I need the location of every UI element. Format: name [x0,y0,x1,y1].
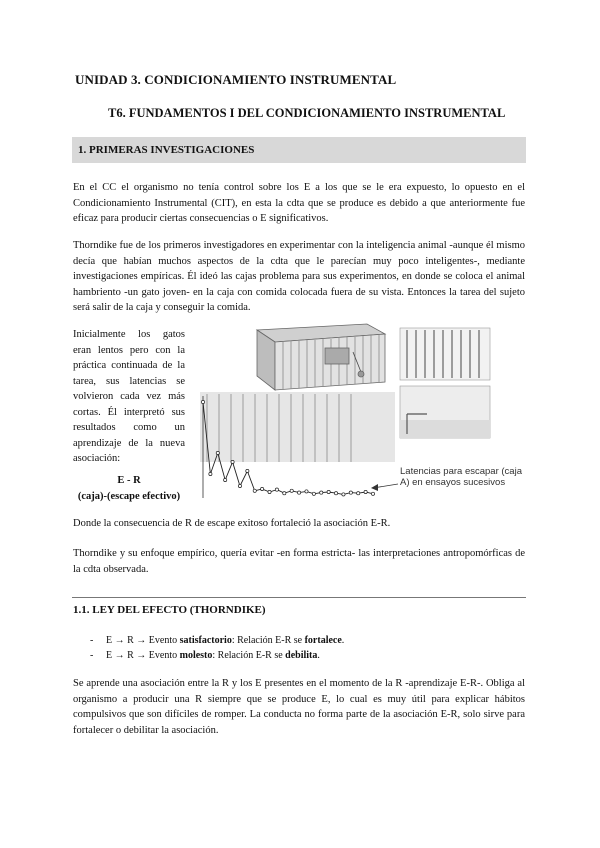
latency-point [283,492,286,495]
latency-point [371,492,374,495]
bullet-text: E → R → Evento [106,650,180,661]
bullet-dash: - [90,635,94,646]
topic-heading: T6. FUNDAMENTOS I DEL CONDICIONAMIENTO INSTRUMENTAL [108,106,506,120]
er-formula: E - R [117,475,141,486]
paragraph-4: Thorndike y su enfoque empírico, quería evitar -en forma estricta- las interpretaciones antropomórficas de la cdta observada. [73,548,525,575]
bullet-annoying [90,649,320,663]
latency-point [246,469,249,472]
bullet-result: debilita [285,650,318,661]
latency-point [342,493,345,496]
section-divider [72,597,526,598]
latency-point [305,490,308,493]
bullet-end: . [317,650,320,661]
bullet-dash: - [90,650,94,661]
latency-point [349,491,352,494]
latency-point [224,478,227,481]
latency-point [216,451,219,454]
bullet-result: fortalece [304,635,342,646]
latency-point [201,400,204,403]
latency-point [268,490,271,493]
unit-heading: UNIDAD 3. CONDICIONAMIENTO INSTRUMENTAL [75,72,397,87]
latency-point [364,490,367,493]
bullet-text: : Relación E-R se [212,650,286,661]
puzzle-box-illustration [257,324,385,390]
latency-point [231,460,234,463]
section-title: 1. PRIMERAS INVESTIGACIONES [78,144,255,156]
paragraph-3: Donde la consecuencia de R de escape exitoso fortaleció la asociación E-R. [73,518,391,529]
latency-point [297,491,300,494]
latency-point [290,489,293,492]
figure-caption: Latencias para escapar (caja A) en ensayos sucesivos [400,466,522,488]
section-title-bar [72,137,526,163]
paragraph-5: Se aprende una asociación entre la R y los E presentes en el momento de la R -aprendizaje E-R-. Obliga al organismo a producir una R siempre que se produce E, lo cual es muy útil para explicar hábitos compulsivos que son difíciles de romper. La conducta no forma parte de la asociación E-R, solo sirve para fortalecer o debilitar la asociación. [73,678,525,736]
latency-point [357,492,360,495]
latency-point [320,491,323,494]
latency-point [238,484,241,487]
bullet-text: : Relación E-R se [231,635,305,646]
latency-point [334,492,337,495]
bullet-satisfactory [90,634,344,648]
latency-point [312,492,315,495]
bullet-keyword: molesto [179,650,213,661]
bars-photo [400,328,490,380]
paragraph-left: Inicialmente los gatos eran lentos pero con la práctica continuada de la tarea, sus latencias se volvieron cada vez más cortas. Él interpretó sus resultados como un aprendizaje de la nueva asociación: [73,329,185,464]
association-formula [73,473,185,505]
latency-point [261,487,264,490]
bullet-keyword: satisfactorio [179,635,232,646]
latency-point [253,489,256,492]
paragraph-1: En el CC el organismo no tenía control sobre los E a los que se le era expuesto, lo opuesto en el Condicionamiento Instrumental (CIT), en esta la cdta que se produce es debido a que anteriormente fue eficaz para producir ciertas consecuencias o E significativos. [73,182,525,224]
bullet-text: E → R → Evento [106,635,180,646]
bullet-end: . [341,635,345,646]
latency-point [327,490,330,493]
lever-photo [400,386,490,438]
latency-point [209,472,212,475]
chart-background [200,392,400,500]
latency-point [275,488,278,491]
er-description: (caja)-(escape efectivo) [77,491,181,502]
paragraph-2: Thorndike fue de los primeros investigadores en experimentar con la inteligencia animal -aunque él mismo decía que habían muchos aspectos de la cdta que le parecían muy poco inteligentes-, mediante investigaciones empíricas. Él ideó las cajas problema para sus experimentos, en donde se coloca el animal hambriento -un gato joven- en la caja con comida colocada fuera de su vista. Entonces la tarea del sujeto será salir de la caja y conseguir la comida. [73,240,525,313]
subsection-title: 1.1. LEY DEL EFECTO (THORNDIKE) [73,604,266,616]
